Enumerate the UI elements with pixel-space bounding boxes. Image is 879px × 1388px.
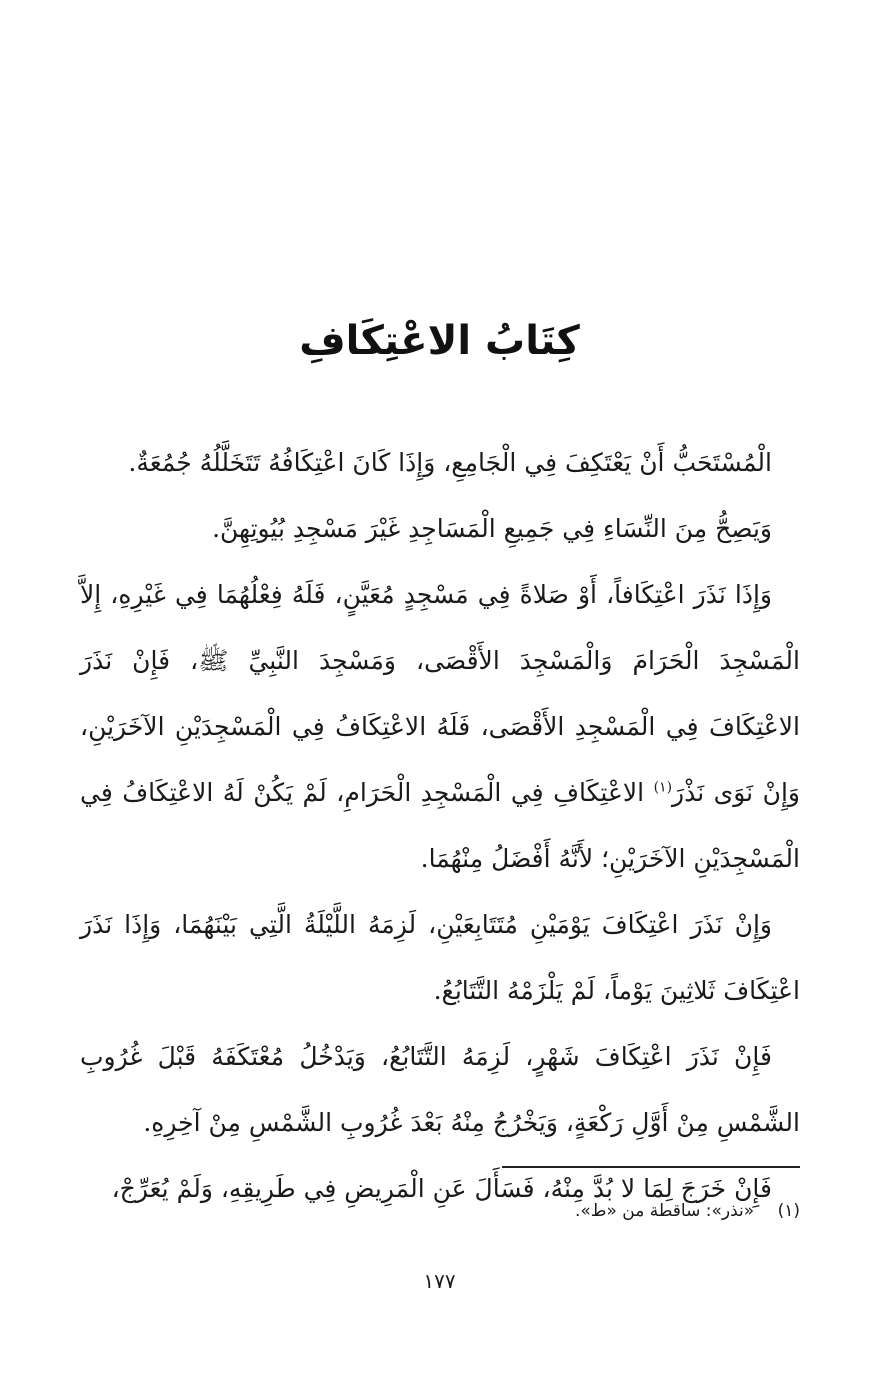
paragraph-text: الاعْتِكَافِ فِي الْمَسْجِدِ الْحَرَامِ، لَمْ يَكُنْ لَهُ الاعْتِكَافُ فِي الْمَسْجِدَيْنِ الآخَرَيْنِ؛ لأَنَّهُ أَفْضَلُ مِنْهُمَا. [80, 778, 800, 873]
paragraph: وَيَصِحُّ مِنَ النِّسَاءِ فِي جَمِيعِ الْمَسَاجِدِ غَيْرَ مَسْجِدِ بُيُوتِهِنَّ. [212, 514, 772, 543]
chapter-title: كِتَابُ الاعْتِكَافِ [299, 318, 580, 364]
page-number: ١٧٧ [423, 1269, 456, 1293]
main-text [80, 430, 800, 1222]
footnote-separator [502, 1166, 800, 1168]
footnote-marker: (١) [653, 779, 673, 796]
footnote [80, 1196, 800, 1226]
paragraph [80, 562, 800, 892]
paragraph: فَإِنْ خَرَجَ لِمَا لا بُدَّ مِنْهُ، فَسَأَلَ عَنِ الْمَرِيضِ فِي طَرِيقِهِ، وَلَمْ يُعَرِّجْ، [111, 1174, 772, 1203]
paragraph: فَإِنْ نَذَرَ اعْتِكَافَ شَهْرٍ، لَزِمَهُ التَّتَابُعُ، وَيَدْخُلُ مُعْتَكَفَهُ قَبْلَ غُرُوبِ الشَّمْسِ مِنْ أَوَّلِ رَكْعَةٍ، وَيَخْرُجُ مِنْهُ بَعْدَ غُرُوبِ الشَّمْسِ مِنْ آخِرِهِ. [80, 1042, 800, 1137]
paragraph-text: وَإِذَا نَذَرَ اعْتِكَافاً، أَوْ صَلاةً فِي مَسْجِدٍ مُعَيَّنٍ، فَلَهُ فِعْلُهُمَا فِي غَيْرِهِ، إِلاَّ الْمَسْجِدَ الْحَرَامَ وَالْمَسْجِدَ الأَقْصَى، وَمَسْجِدَ النَّبِيِّ ﷺ، فَإِنْ نَذَرَ الاعْتِكَافَ فِي الْمَسْجِدِ الأَقْصَى، فَلَهُ الاعْتِكَافُ فِي الْمَسْجِدَيْنِ الآخَرَيْنِ، وَإِنْ نَوَى نَذْرَ [80, 580, 800, 807]
footnote-number: (١) [777, 1201, 800, 1221]
paragraph: الْمُسْتَحَبُّ أَنْ يَعْتَكِفَ فِي الْجَامِعِ، وَإِذَا كَانَ اعْتِكَافُهُ تَتَخَلَّلُهُ جُمُعَةٌ. [128, 448, 772, 477]
footnote-text: «نذر»: ساقطة من «ط». [574, 1201, 755, 1221]
paragraph: وَإِنْ نَذَرَ اعْتِكَافَ يَوْمَيْنِ مُتَتَابِعَيْنِ، لَزِمَهُ اللَّيْلَةُ الَّتِي بَيْنَهُمَا، وَإِذَا نَذَرَ اعْتِكَافَ ثَلاثِينَ يَوْماً، لَمْ يَلْزَمْهُ التَّتَابُعُ. [80, 910, 800, 1005]
